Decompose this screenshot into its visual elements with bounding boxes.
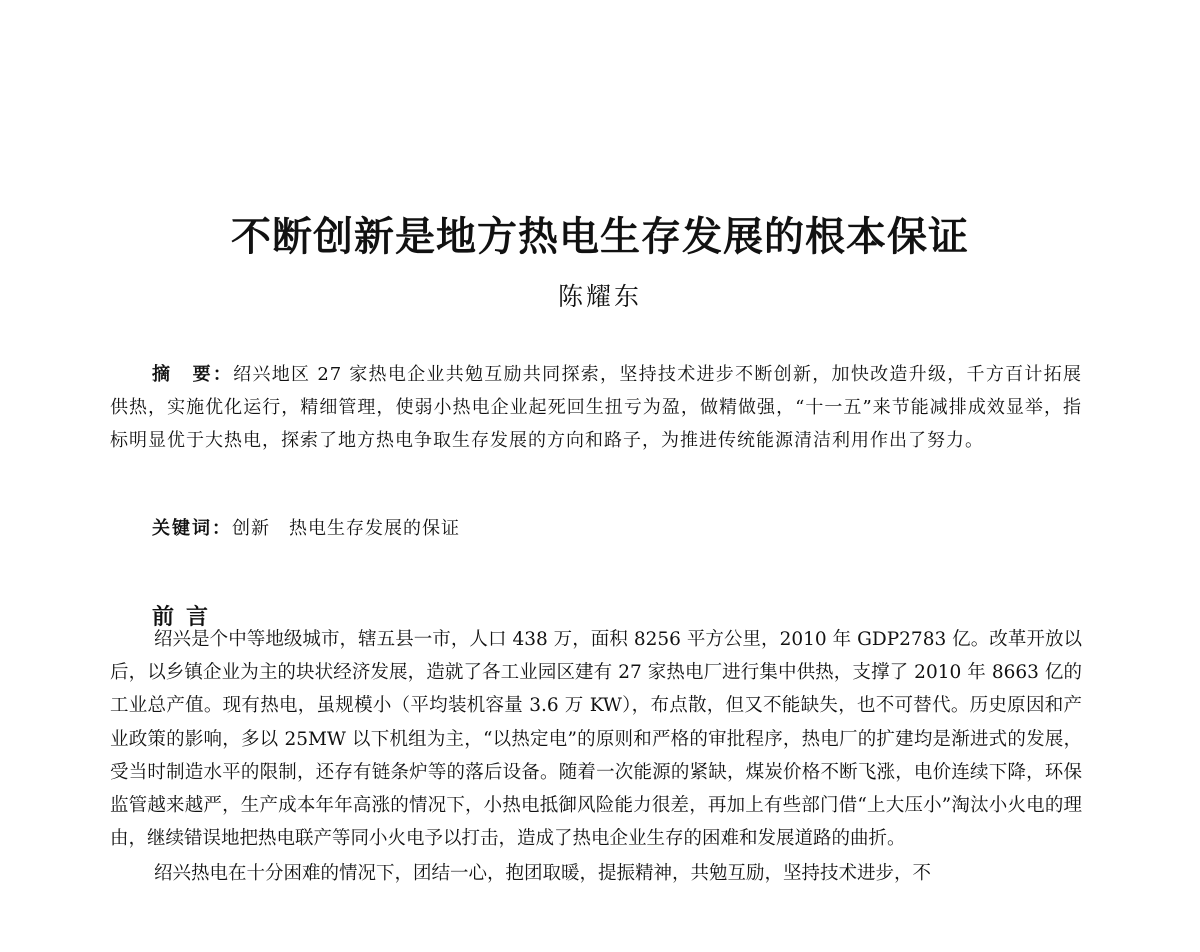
abstract-text: 绍兴地区 27 家热电企业共勉互励共同探索，坚持技术进步不断创新，加快改造升级，千方百计拓展供热，实施优化运行，精细管理，使弱小热电企业起死回生扭亏为盈，做精做强，“十一五”来节能减排成效显举，指标明显优于大热电，探索了地方热电争取生存发展的方向和路子，为推进传统能源清洁利用作出了努力。 xyxy=(110,364,1083,451)
abstract-paragraph xyxy=(110,358,1082,457)
body-text xyxy=(110,623,1082,891)
keywords-label: 关键词： xyxy=(152,518,232,539)
body-paragraph: 绍兴热电在十分困难的情况下，团结一心，抱团取暖，提振精神，共勉互励，坚持技术进步，不 xyxy=(154,863,932,885)
article-author: 陈耀东 xyxy=(557,282,642,311)
body-paragraph: 绍兴是个中等地级城市，辖五县一市，人口 438 万，面积 8256 平方公里，2010 年 GDP2783 亿。改革开放以后，以乡镇企业为主的块状经济发展，造就了各工业园区建有 27 家热电厂进行集中供热，支撑了 2010 年 8663 亿的工业总产值。现有热电，虽规模小（平均装机容量 3.6 万 KW），布点散，但又不能缺失，也不可替代。历史原因和产业政策的影响，多以 25MW 以下机组为主，“以热定电”的原则和严格的审批程序，热电厂的扩建均是渐进式的发展，受当时制造水平的限制，还存有链条炉等的落后设备。随着一次能源的紧缺，煤炭价格不断飞涨，电价连续下降，环保监管越来越严，生产成本年年高涨的情况下，小热电抵御风险能力很差，再加上有些部门借“上大压小”淘汰小火电的理由，继续错误地把热电联产等同小火电予以打击，造成了热电企业生存的困难和发展道路的曲折。 xyxy=(110,629,1082,850)
keywords-line xyxy=(152,512,1082,545)
abstract-label: 摘 要： xyxy=(152,364,234,385)
article-title: 不断创新是地方热电生存发展的根本保证 xyxy=(231,212,969,260)
section-heading: 前言 xyxy=(152,605,221,631)
keywords-text: 创新 热电生存发展的保证 xyxy=(232,518,460,539)
